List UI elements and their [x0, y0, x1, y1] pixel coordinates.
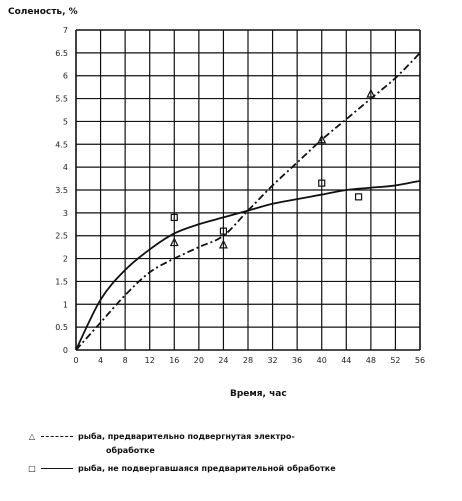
- x-tick-label: 8: [122, 356, 128, 365]
- legend-entry-electro: [26, 430, 295, 444]
- y-tick-label: 2.5: [55, 231, 68, 241]
- y-tick-label: 7: [62, 26, 68, 35]
- x-tick-label: 36: [292, 356, 303, 365]
- x-tick-label: 56: [414, 356, 426, 365]
- triangle-marker-icon: △: [28, 432, 36, 441]
- x-tick-label: 16: [169, 356, 180, 365]
- y-tick-label: 0: [62, 346, 68, 355]
- y-tick-label: 2: [62, 254, 68, 264]
- x-tick-label: 0: [73, 356, 79, 365]
- x-tick-label: 48: [365, 356, 376, 365]
- y-tick-label: 3.5: [55, 186, 68, 195]
- y-tick-label: 3: [62, 208, 68, 218]
- x-tick-label: 4: [98, 356, 104, 365]
- y-tick-label: 6: [62, 71, 68, 81]
- square-marker: [356, 194, 362, 200]
- y-tick-label: 0.5: [55, 323, 68, 333]
- x-tick-label: 24: [218, 356, 229, 365]
- y-tick-label: 4: [62, 163, 68, 173]
- legend-line-dashed: [41, 436, 73, 437]
- square-marker-icon: □: [28, 464, 36, 473]
- x-tick-label: 40: [316, 356, 327, 365]
- tick-labels: [55, 26, 425, 365]
- legend-label: обработке: [106, 446, 155, 455]
- x-axis-title: Время, час: [230, 389, 287, 399]
- y-tick-label: 1: [62, 300, 68, 310]
- x-tick-label: 28: [242, 356, 254, 365]
- y-tick-label: 5: [62, 117, 68, 127]
- y-tick-label: 1.5: [55, 277, 68, 287]
- legend-entry-electro-continued: [106, 444, 155, 458]
- grid: [76, 30, 420, 350]
- legend-entry-untreated: [26, 462, 336, 476]
- y-axis-title: Соленость, %: [8, 7, 78, 17]
- legend-line-solid: [41, 468, 73, 469]
- x-tick-label: 44: [341, 356, 352, 365]
- legend-label: рыба, не подвергавшаяся предварительной обработке: [78, 464, 336, 473]
- y-tick-label: 5.5: [55, 94, 68, 104]
- y-tick-label: 6.5: [55, 48, 68, 58]
- legend-label: рыба, предварительно подвергнутая электро-: [78, 432, 295, 441]
- y-tick-label: 4.5: [55, 140, 68, 150]
- x-tick-label: 20: [193, 356, 204, 365]
- x-tick-label: 52: [390, 356, 401, 365]
- x-tick-label: 32: [267, 356, 278, 365]
- x-tick-label: 12: [144, 356, 155, 365]
